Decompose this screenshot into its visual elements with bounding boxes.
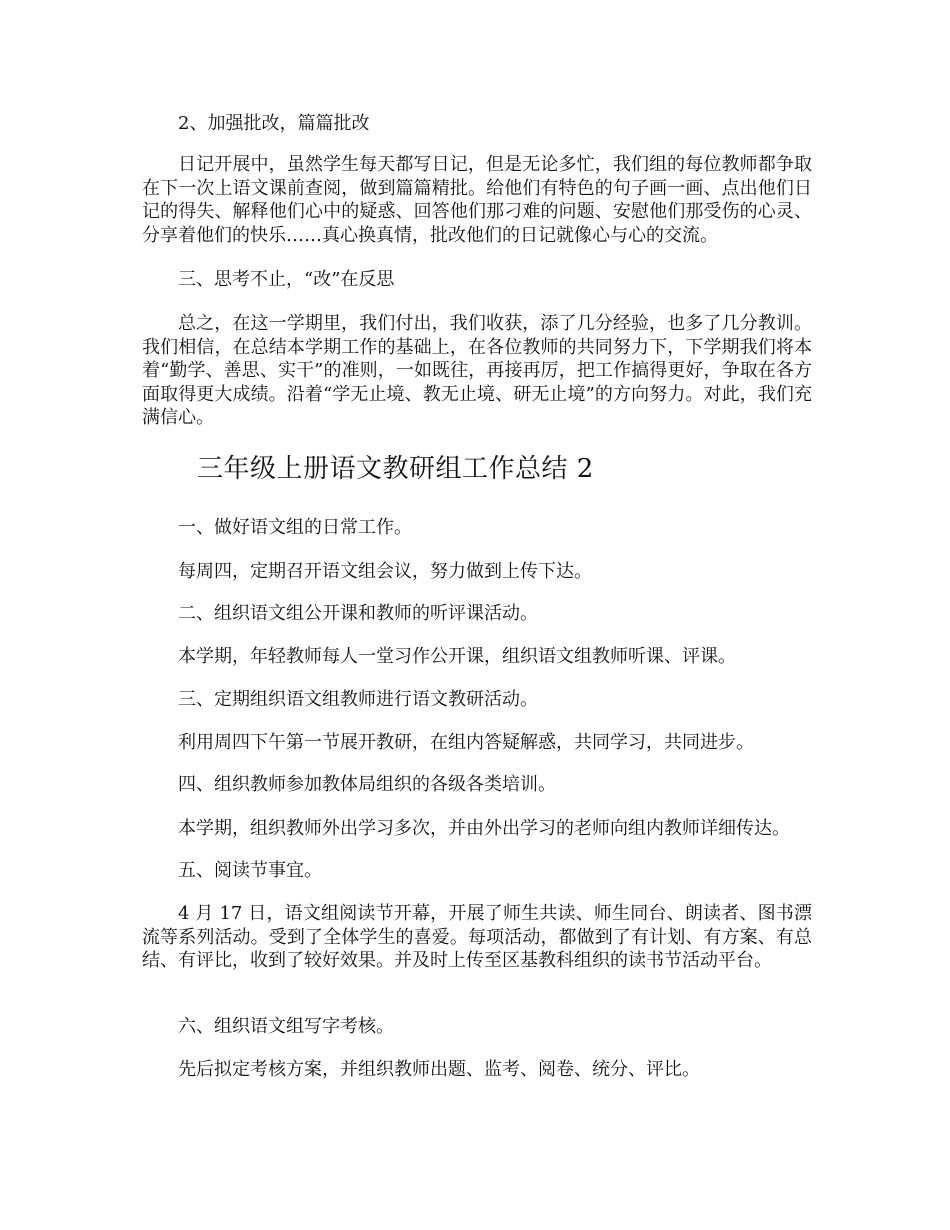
section-heading: 六、组织语文组写字考核。: [178, 1016, 394, 1037]
paragraph: 4 月 17 日，语文组阅读节开幕，开展了师生共读、师生同台、朗读者、图书漂流等系列活动。受到了全体学生的喜爱。每项活动，都做到了有计划、有方案、有总结、有评比，收到了较好效果。并及时上传至区基教科组织的读书节活动平台。: [142, 903, 812, 972]
paragraph: 本学期，组织教师外出学习多次，并由外出学习的老师向组内教师详细传达。: [178, 818, 790, 839]
paragraph: 日记开展中，虽然学生每天都写日记，但是无论多忙，我们组的每位教师都争取在下一次上语文课前查阅，做到篇篇精批。给他们有特色的句子画一画、点出他们日记的得失、解释他们心中的疑惑、回答他们那刁难的问题、安慰他们那受伤的心灵、分享着他们的快乐……真心换真情，批改他们的日记就像心与心的交流。: [142, 154, 812, 246]
paragraph: 每周四，定期召开语文组会议，努力做到上传下达。: [178, 561, 592, 582]
section-heading: 一、做好语文组的日常工作。: [178, 517, 412, 538]
paragraph: 本学期，年轻教师每人一堂习作公开课，组织语文组教师听课、评课。: [178, 646, 736, 667]
section-heading: 二、组织语文组公开课和教师的听评课活动。: [178, 603, 538, 624]
document-title: 三年级上册语文教研组工作总结 2: [197, 454, 594, 484]
paragraph: 先后拟定考核方案，并组织教师出题、监考、阅卷、统分、评比。: [178, 1059, 700, 1080]
paragraph: 利用周四下午第一节展开教研，在组内答疑解惑，共同学习，共同进步。: [178, 732, 754, 753]
section-heading: 三、定期组织语文组教师进行语文教研活动。: [178, 689, 538, 710]
section-heading: 四、组织教师参加教体局组织的各级各类培训。: [178, 774, 556, 795]
section-heading: 五、阅读节事宜。: [178, 860, 322, 881]
section-heading: 三、思考不止，“改”在反思: [178, 269, 395, 290]
section-heading: 2、加强批改，篇篇批改: [178, 113, 370, 134]
paragraph: 总之，在这一学期里，我们付出，我们收获，添了几分经验，也多了几分教训。我们相信，在总结本学期工作的基础上，在各位教师的共同努力下，下学期我们将本着“勤学、善思、实干”的准则，一如既往，再接再厉，把工作搞得更好，争取在各方面取得更大成绩。沿着“学无止境、教无止境、研无止境”的方向努力。对此，我们充满信心。: [142, 313, 812, 429]
